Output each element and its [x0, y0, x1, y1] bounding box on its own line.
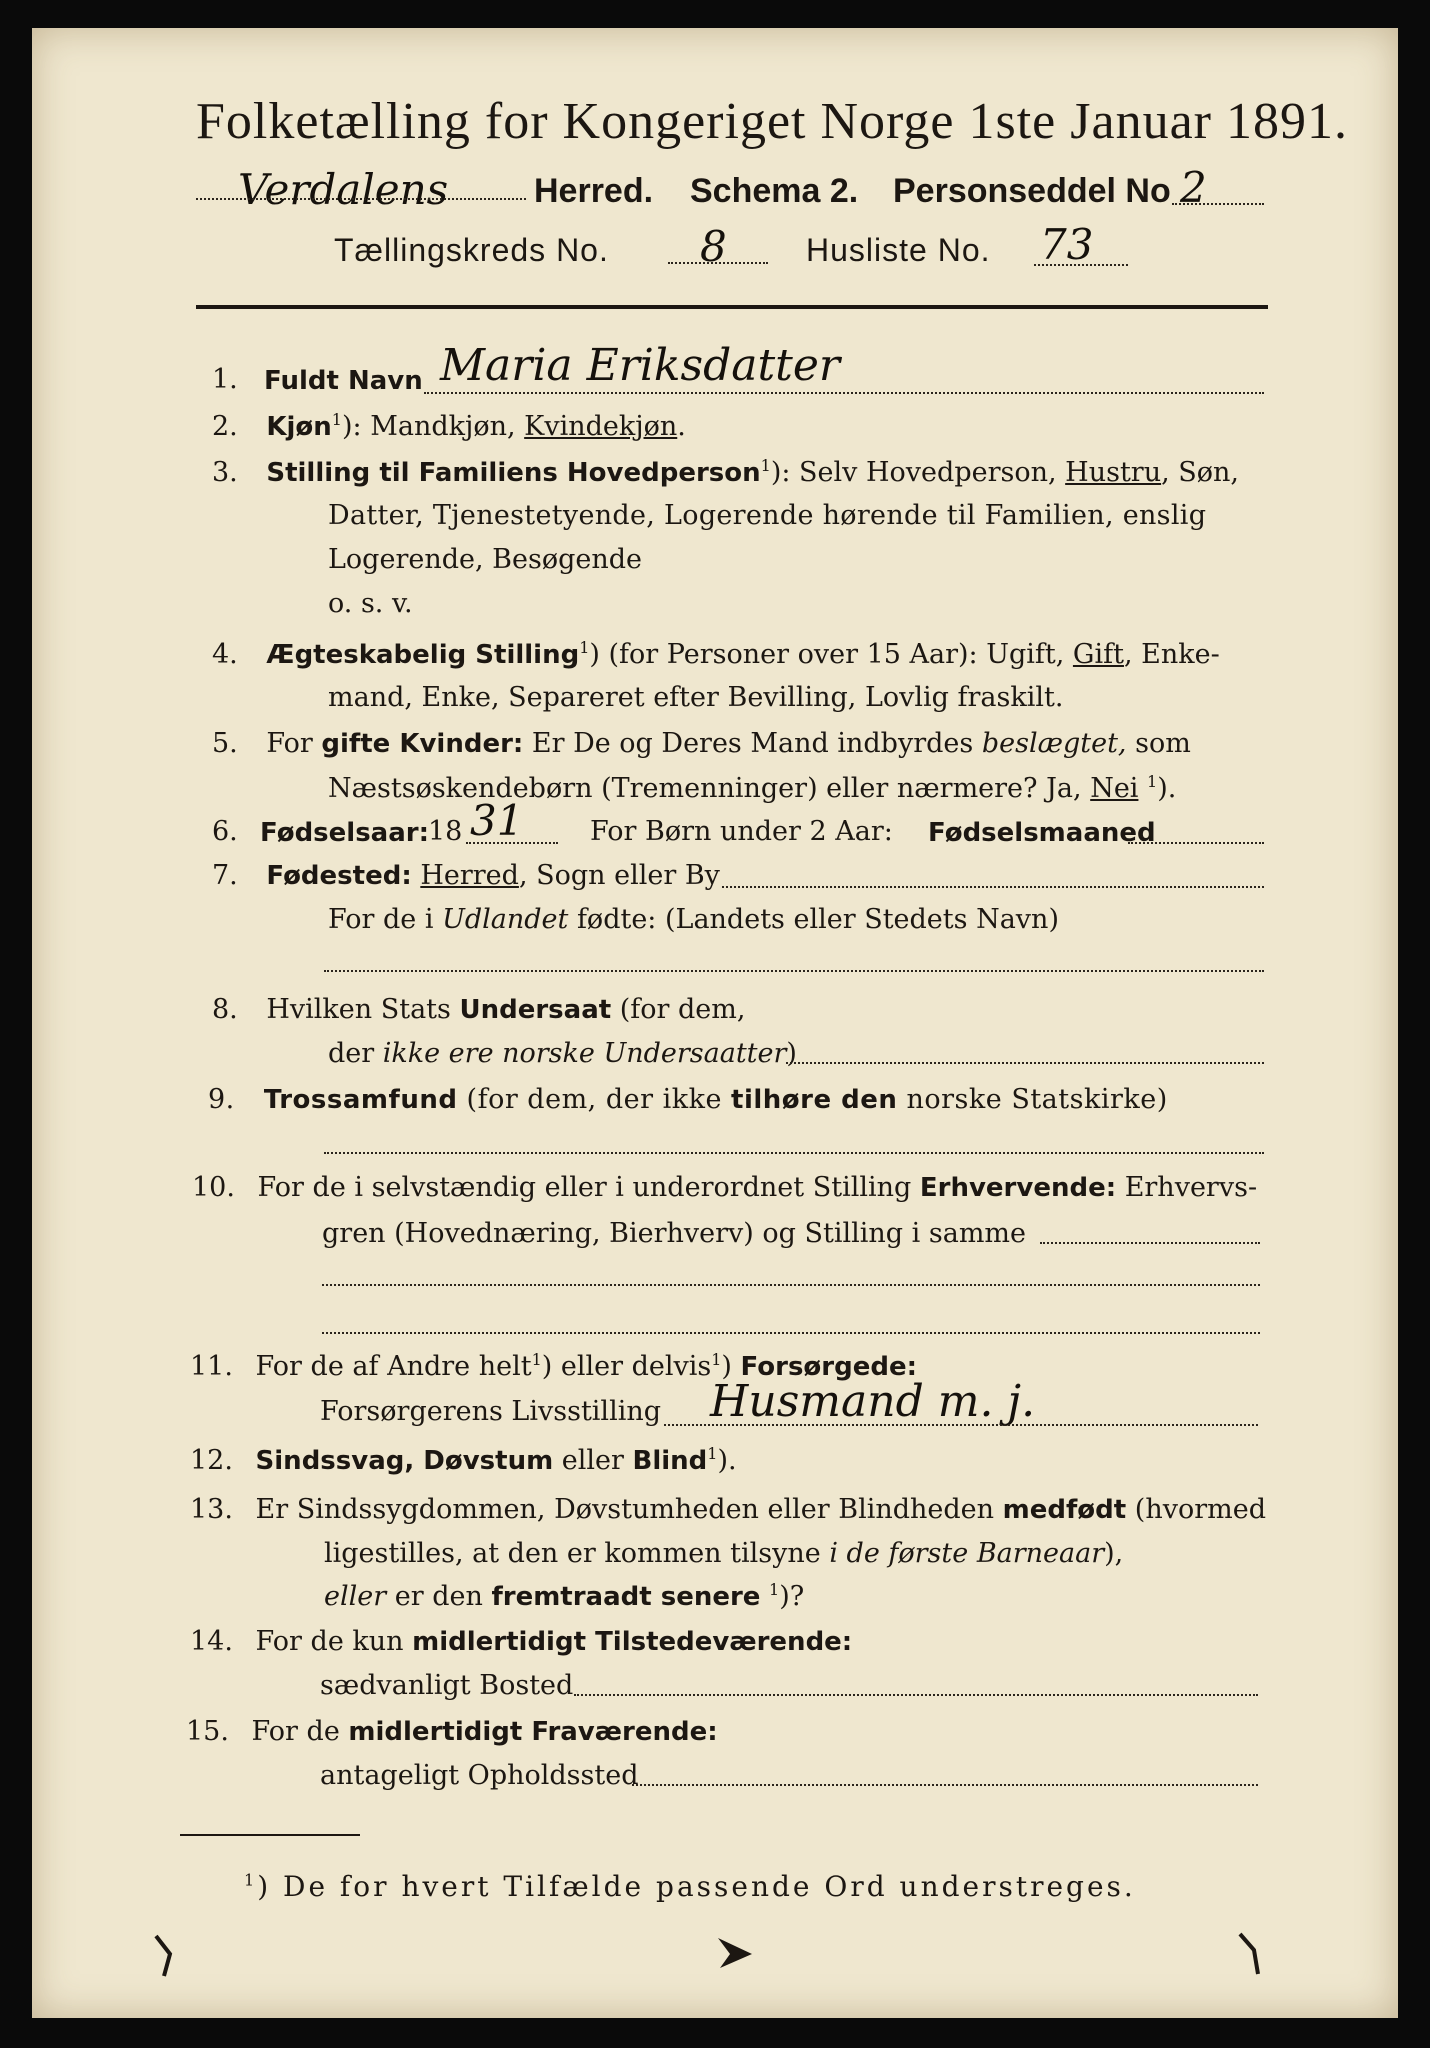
field-8-line-1	[212, 994, 745, 1025]
field-12-label-2: Blind	[632, 1446, 708, 1476]
field-11-line-2: Forsørgerens Livsstilling	[320, 1396, 662, 1427]
field-7-dotted-line-2	[324, 970, 1264, 972]
field-9-text-a: (for dem, der ikke	[457, 1084, 732, 1115]
field-10-dotted-line-3	[322, 1332, 1260, 1334]
field-2-underlined: Kvindekjøn	[524, 411, 678, 442]
field-8-dotted-line	[786, 1062, 1264, 1064]
field-9-dotted-line	[324, 1152, 1264, 1154]
field-2-number: 2.	[212, 411, 238, 442]
footnote-rule	[180, 1834, 360, 1836]
field-8-l2b: )	[786, 1038, 797, 1069]
husliste-label: Husliste No.	[806, 232, 991, 268]
field-1-dotted-line	[424, 392, 1264, 394]
field-11-label: Forsørgede:	[740, 1352, 917, 1382]
field-8-l1a: Hvilken Stats	[266, 994, 460, 1025]
field-5-l1a: Er De og Deres Mand indbyrdes	[523, 728, 982, 759]
field-8-number: 8.	[212, 994, 238, 1025]
field-8-line-2	[328, 1038, 797, 1069]
herred-handwritten-value: Verdalens	[238, 165, 449, 214]
form-title: Folketælling for Kongeriget Norge 1ste Januar 1891.	[196, 93, 1348, 150]
field-13-l1b: (hvormed	[1126, 1494, 1266, 1525]
field-7-label: Fødested:	[266, 861, 412, 891]
field-3-sup: 1	[760, 456, 771, 475]
field-10-l1a: For de i selvstændig eller i underordnet Stilling	[257, 1172, 920, 1203]
field-12-text: eller	[553, 1445, 633, 1476]
field-13-l3a: er den	[386, 1581, 492, 1612]
field-15-l1a: For de	[251, 1716, 349, 1747]
field-9-number: 9.	[208, 1084, 235, 1115]
field-9-bold-3: den	[831, 1085, 898, 1115]
field-12-label: Sindssvag, Døvstum	[255, 1446, 554, 1476]
field-4-l1u: Gift	[1072, 639, 1124, 670]
footnote-sup: 1	[244, 1870, 258, 1890]
field-6-label: Fødselsaar:	[260, 818, 429, 848]
herred-label: Herred.	[534, 172, 654, 210]
field-3-line-2: Datter, Tjenestetyende, Logerende hørende til Familien, enslig	[328, 500, 1207, 531]
field-14-dotted-line	[574, 1694, 1258, 1696]
field-13-number: 13.	[190, 1494, 233, 1525]
field-13-l2a: ligestilles, at den er kommen tilsyne	[324, 1538, 830, 1569]
field-2	[212, 410, 686, 442]
field-8-l1b: (for dem,	[611, 994, 746, 1025]
field-5-number: 5.	[212, 728, 238, 759]
field-14-label: midlertidigt Tilstedeværende:	[412, 1627, 853, 1657]
field-3-number: 3.	[212, 457, 238, 488]
field-5-l2u: Nei	[1090, 773, 1139, 804]
kreds-label: Tællingskreds No.	[334, 232, 609, 268]
field-12-end: ).	[717, 1445, 737, 1476]
kreds-value: 8	[700, 222, 727, 271]
field-4-number: 4.	[212, 639, 238, 670]
field-4-line-2: mand, Enke, Separeret efter Bevilling, Lovlig fraskilt.	[328, 682, 1064, 713]
field-11-l1b: ) eller delvis	[541, 1351, 712, 1382]
field-13-l3b	[760, 1581, 769, 1612]
field-7-line-2	[328, 904, 1059, 935]
field-11-l1c: )	[721, 1351, 741, 1382]
field-13-l1a: Er Sindssygdommen, Døvstumheden eller Blindheden	[255, 1494, 1003, 1525]
field-5-l1i: beslægtet,	[981, 728, 1127, 759]
field-14-l1a: For de kun	[255, 1626, 413, 1657]
field-4-sup: 1	[579, 638, 590, 657]
field-13-sup: 1	[769, 1580, 780, 1599]
field-5-label: gifte Kvinder:	[321, 729, 524, 759]
field-6-number: 6.	[212, 816, 238, 847]
corner-mark-right-icon	[1236, 1930, 1276, 1980]
field-3-line-3: Logerende, Besøgende	[328, 544, 642, 575]
field-4-label: Ægteskabelig Stilling	[266, 640, 580, 670]
field-11-l1a: For de af Andre helt	[255, 1351, 532, 1382]
field-7-l1u: Herred	[420, 860, 519, 891]
field-13-l2i: i de første Barneaar	[829, 1538, 1105, 1569]
field-5-label-a: For	[266, 728, 322, 759]
field-10-label: Erhvervende:	[919, 1173, 1117, 1203]
field-13-l3c: )?	[779, 1581, 805, 1612]
field-7-l2b: fødte: (Landets eller Stedets Navn)	[568, 904, 1059, 935]
field-5-l2c: ).	[1157, 773, 1177, 804]
field-10-dotted-line	[1040, 1242, 1260, 1244]
field-11-livsstilling-value: Husmand m. j.	[710, 1376, 1036, 1427]
field-10-dotted-line-2	[322, 1284, 1260, 1286]
field-13-l3i: eller	[324, 1581, 387, 1612]
field-2-text-b: .	[677, 411, 686, 442]
field-13-line-1	[190, 1494, 1266, 1525]
field-5-l2b	[1138, 773, 1147, 804]
field-7-l2a: For de i	[328, 904, 443, 935]
field-7-number: 7.	[212, 860, 238, 891]
field-5-sup: 1	[1147, 772, 1158, 791]
herred-dotted-line	[196, 198, 526, 200]
field-9-line-1	[208, 1084, 1168, 1115]
field-2-sup: 1	[331, 410, 342, 429]
field-9-text-b: norske Statskirke)	[897, 1084, 1168, 1115]
field-10-line-1	[192, 1172, 1257, 1203]
field-6-dotted-line-2	[1128, 842, 1264, 844]
field-13-l2b: ),	[1104, 1538, 1124, 1569]
field-10-line-2: gren (Hovednæring, Bierhverv) og Stilling i samme	[322, 1218, 1027, 1249]
field-13-bold: medfødt	[1002, 1495, 1127, 1525]
field-4-l1b: , Enke-	[1123, 639, 1220, 670]
footnote	[244, 1870, 1136, 1903]
field-10-number: 10.	[192, 1172, 235, 1203]
field-3-line-1	[212, 456, 1239, 488]
field-9-label: Trossamfund	[263, 1085, 458, 1115]
field-8-l2a: der	[328, 1038, 383, 1069]
field-15-line-2: antageligt Opholdssted	[320, 1760, 639, 1791]
husliste-dotted-line	[1034, 264, 1128, 266]
field-6-dotted-line	[466, 842, 558, 844]
field-12-sup: 1	[707, 1444, 718, 1463]
field-3-l1b: , Søn,	[1161, 457, 1239, 488]
field-6-text: For Børn under 2 Aar:	[590, 816, 893, 847]
field-2-label: Kjøn	[266, 412, 332, 442]
schema-label: Schema 2.	[690, 172, 859, 210]
field-3-l1a: ): Selv Hovedperson,	[770, 457, 1066, 488]
corner-mark-left-icon	[150, 1932, 190, 1982]
field-11-dotted-line	[664, 1424, 1258, 1426]
kreds-dotted-line	[668, 262, 768, 264]
field-6-birthyear-value: 31	[470, 796, 524, 845]
field-8-l2i: ikke ere norske Undersaatter	[382, 1038, 787, 1069]
field-15-line-1	[186, 1716, 718, 1747]
field-7-dotted-line	[722, 886, 1264, 888]
field-5-line-1	[212, 728, 1191, 759]
field-13-l3-bold: fremtraadt senere	[491, 1582, 761, 1612]
field-14-number: 14.	[190, 1626, 233, 1657]
field-13-line-3	[324, 1580, 804, 1612]
field-2-text-a: ): Mandkjøn,	[341, 411, 525, 442]
field-1-name-value: Maria Eriksdatter	[440, 340, 840, 391]
field-7-l2i: Udlandet	[442, 904, 569, 935]
field-9-bold-2: tilhøre	[731, 1085, 832, 1115]
field-14-line-1	[190, 1626, 852, 1657]
header-rule	[196, 305, 1268, 309]
footnote-text: ) De for hvert Tilfælde passende Ord understreges.	[257, 1870, 1136, 1903]
field-3-label: Stilling til Familiens Hovedperson	[266, 458, 761, 488]
field-11-sup-2: 1	[711, 1350, 722, 1369]
field-5-l2a: Næstsøskendebørn (Tremenninger) eller nærmere? Ja,	[328, 773, 1091, 804]
field-15-label: midlertidigt Fraværende:	[348, 1717, 718, 1747]
field-11-sup-1: 1	[531, 1350, 542, 1369]
center-arrow-mark-icon	[712, 1934, 762, 1974]
field-6-prefix: 18	[428, 816, 463, 847]
field-6-label-2: Fødselsmaaned	[928, 818, 1156, 848]
field-15-dotted-line	[632, 1784, 1258, 1786]
field-10-l1b: Erhvervs-	[1116, 1172, 1258, 1203]
field-7-l1b: , Sogn eller By	[518, 860, 720, 891]
field-7-line-1	[212, 860, 720, 891]
field-11-number: 11.	[190, 1351, 233, 1382]
field-5-line-2	[328, 772, 1176, 804]
personseddel-label: Personseddel No	[893, 172, 1171, 210]
field-12-number: 12.	[190, 1445, 233, 1476]
field-1-number: 1.	[212, 364, 238, 395]
personseddel-value: 2	[1180, 163, 1207, 212]
field-12-line-1	[190, 1444, 737, 1476]
field-1-label: Fuldt Navn	[264, 366, 423, 396]
personseddel-dotted-line	[1172, 203, 1264, 205]
field-15-number: 15.	[186, 1716, 229, 1747]
field-5-l1b: som	[1126, 728, 1191, 759]
field-4-line-1	[212, 638, 1220, 670]
field-3-line-4: o. s. v.	[328, 588, 413, 619]
field-4-l1a: ) (for Personer over 15 Aar): Ugift,	[589, 639, 1073, 670]
field-8-label: Undersaat	[459, 995, 612, 1025]
field-3-l1u: Hustru	[1065, 457, 1162, 488]
field-13-line-2	[324, 1538, 1123, 1569]
husliste-value: 73	[1040, 220, 1094, 269]
field-14-line-2: sædvanligt Bosted	[320, 1670, 574, 1701]
